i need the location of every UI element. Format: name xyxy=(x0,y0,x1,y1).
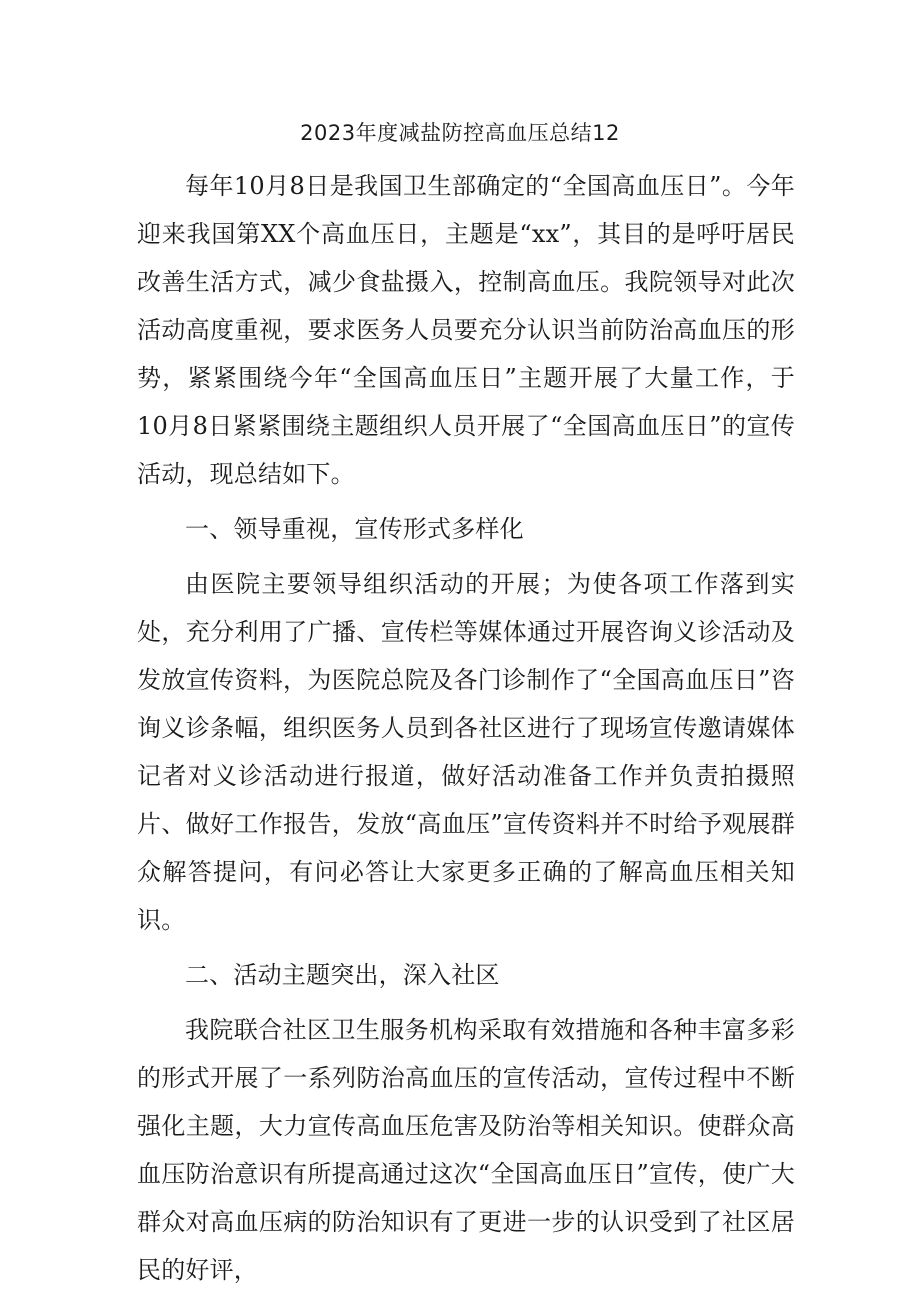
section-2-paragraph: 我院联合社区卫生服务机构采取有效措施和各种丰富多彩的形式开展了一系列防治高血压的宣传活动，宣传过程中不断强化主题，大力宣传高血压危害及防治等相关知识。使群众高血压防治意识有所提高通过这次“全国高血压日”宣传，使广大群众对高血压病的防治知识有了更进一步的认识受到了社区居民的好评， xyxy=(137,1016,795,1284)
intro-paragraph: 每年10月8日是我国卫生部确定的“全国高血压日”。今年迎来我国第XX个高血压日，主题是“xx”，其目的是呼吁居民改善生活方式，减少食盐摄入，控制高血压。我院领导对此次活动高度重视，要求医务人员要充分认识当前防治高血压的形势，紧紧围绕今年“全国高血压日”主题开展了大量工作，于10月8日紧紧围绕主题组织人员开展了“全国高血压日”的宣传活动，现总结如下。 xyxy=(137,172,795,488)
document-title: 2023年度减盐防控高血压总结12 xyxy=(300,121,620,145)
section-2-heading: 二、活动主题突出，深入社区 xyxy=(185,961,500,989)
section-1-heading: 一、领导重视，宣传形式多样化 xyxy=(185,515,524,543)
document-body xyxy=(137,162,795,1294)
section-1-paragraph: 由医院主要领导组织活动的开展；为使各项工作落到实处，充分利用了广播、宣传栏等媒体通过开展咨询义诊活动及发放宣传资料，为医院总院及各门诊制作了“全国高血压日”咨询义诊条幅，组织医务人员到各社区进行了现场宣传邀请媒体记者对义诊活动进行报道，做好活动准备工作并负责拍摄照片、做好工作报告，发放“高血压”宣传资料并不时给予观展群众解答提问，有问必答让大家更多正确的了解高血压相关知识。 xyxy=(137,570,795,934)
